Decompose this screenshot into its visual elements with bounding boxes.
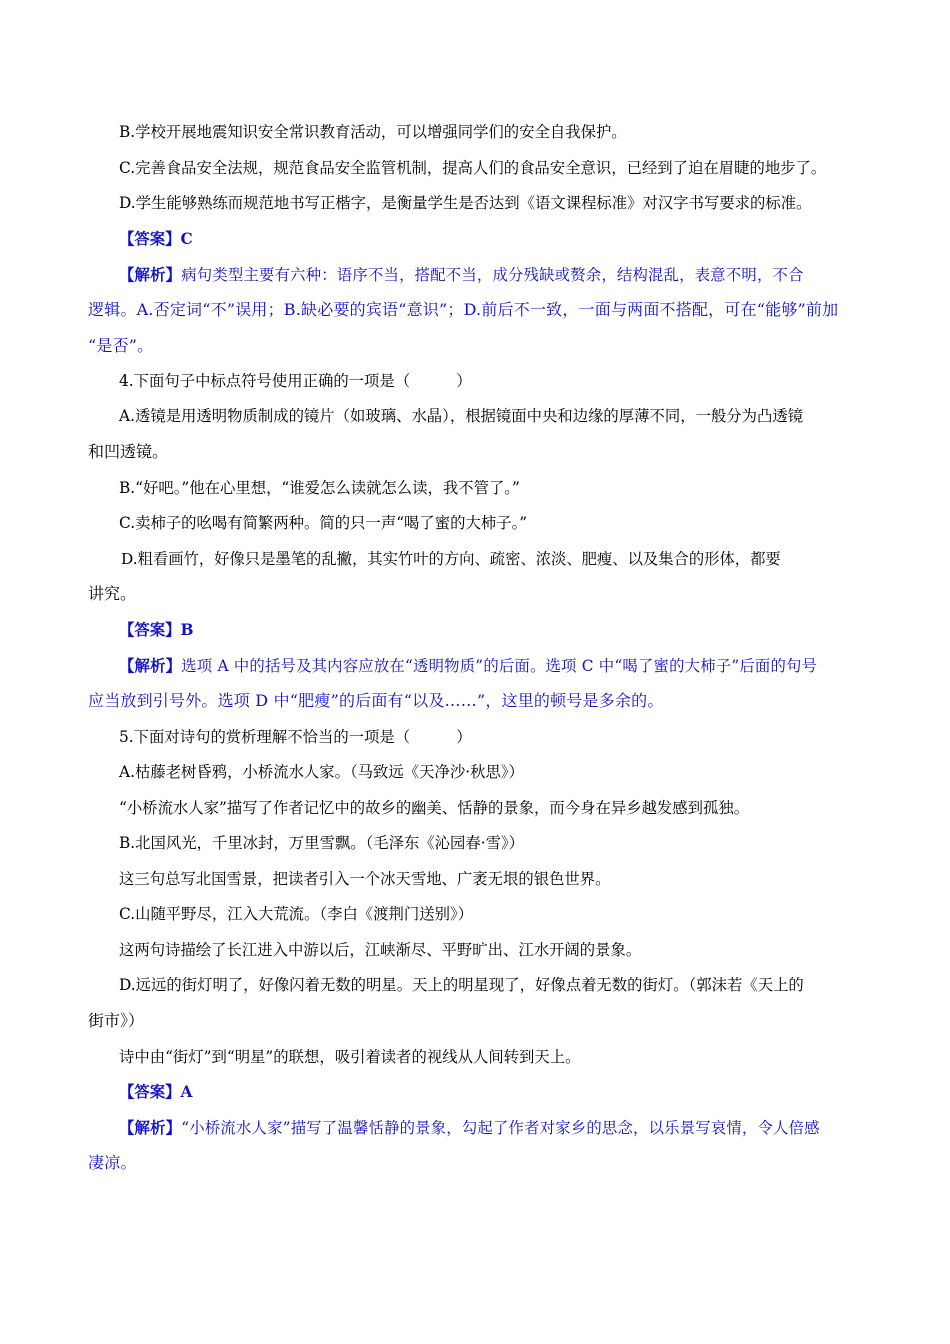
q3-option-d: D.学生能够熟练而规范地书写正楷字，是衡量学生是否达到《语文课程标准》对汉字书写要求的标准。 [119, 194, 812, 212]
q4-option-d-line-1: D.粗看画竹，好像只是墨笔的乱撇，其实竹叶的方向、疏密、浓淡、肥瘦、以及集合的形体，都要 [121, 550, 781, 568]
q4-option-d-line-2: 讲究。 [88, 584, 137, 603]
q3-answer: 【答案】C [119, 230, 193, 248]
q4-analysis-line-1 [119, 655, 899, 677]
q3-option-c: C.完善食品安全法规，规范食品安全监管机制，提高人们的食品安全意识，已经到了迫在眉睫的地步了。 [119, 159, 827, 177]
q3-analysis-line-3: “是否”。 [88, 336, 154, 355]
analysis-label: 【解析】 [119, 266, 182, 284]
q5-answer: 【答案】A [119, 1083, 193, 1101]
q5-option-c-note: 这两句诗描绘了长江进入中游以后，江峡渐尽、平野旷出、江水开阔的景象。 [119, 941, 642, 959]
q4-analysis-text: 选项 A 中的括号及其内容应放在“透明物质”的后面。选项 C 中“喝了蜜的大柿子”后面的句号 [181, 657, 818, 675]
q5-option-b-note: 这三句总写北国雪景，把读者引入一个冰天雪地、广袤无垠的银色世界。 [119, 870, 611, 888]
q3-analysis-line-1 [119, 264, 899, 286]
q5-option-b: B.北国风光，千里冰封，万里雪飘。（毛泽东《沁园春·雪》） [119, 834, 525, 852]
q5-option-a-note: “小桥流水人家”描写了作者记忆中的故乡的幽美、恬静的景象，而今身在异乡越发感到孤独。 [119, 799, 750, 817]
q5-stem: 5.下面对诗句的赏析理解不恰当的一项是（ ） [119, 728, 472, 746]
q3-analysis-line-2: 逻辑。A.否定词“不”误用；B.缺必要的宾语“意识”；D.前后不一致，一面与两面不搭配，可在“能够”前加 [88, 300, 839, 319]
analysis-label: 【解析】 [119, 1119, 182, 1137]
q4-analysis-line-2: 应当放到引号外。选项 D 中“肥瘦”的后面有“以及……”，这里的顿号是多余的。 [88, 691, 664, 710]
q3-option-b: B.学校开展地震知识安全常识教育活动，可以增强同学们的安全自我保护。 [119, 123, 627, 141]
q5-option-a: A.枯藤老树昏鸦，小桥流水人家。（马致远《天净沙·秋思》） [119, 763, 524, 781]
analysis-label: 【解析】 [119, 657, 182, 675]
q5-analysis-text: “小桥流水人家”描写了温馨恬静的景象，勾起了作者对家乡的思念，以乐景写哀情，令人倍感 [181, 1119, 820, 1137]
q4-option-c: C.卖柿子的吆喝有简繁两种。简的只一声“喝了蜜的大柿子。” [119, 514, 528, 532]
q5-option-d-line-2: 街市》） [88, 1011, 145, 1030]
q4-answer: 【答案】B [119, 621, 194, 639]
q5-analysis-line-1 [119, 1117, 899, 1139]
q5-option-d-line-1: D.远远的街灯明了，好像闪着无数的明星。天上的明星现了，好像点着无数的街灯。（郭沫若《天上的 [119, 976, 804, 994]
q4-option-a-line-2: 和凹透镜。 [88, 442, 169, 461]
q4-stem: 4.下面句子中标点符号使用正确的一项是（ ） [119, 372, 472, 390]
q3-analysis-text: 病句类型主要有六种：语序不当，搭配不当，成分残缺或赘余，结构混乱，表意不明，不合 [181, 266, 804, 284]
q5-analysis-line-2: 凄凉。 [88, 1153, 137, 1172]
q4-option-b: B.“好吧。”他在心里想，“谁爱怎么读就怎么读，我不管了。” [119, 479, 520, 497]
q5-option-c: C.山随平野尽，江入大荒流。（李白《渡荆门送别》） [119, 905, 473, 923]
q5-option-d-note: 诗中由“街灯”到“明星”的联想，吸引着读者的视线从人间转到天上。 [119, 1048, 581, 1066]
q4-option-a-line-1: A.透镜是用透明物质制成的镜片（如玻璃、水晶），根据镜面中央和边缘的厚薄不同，一般分为凸透镜 [119, 407, 804, 425]
